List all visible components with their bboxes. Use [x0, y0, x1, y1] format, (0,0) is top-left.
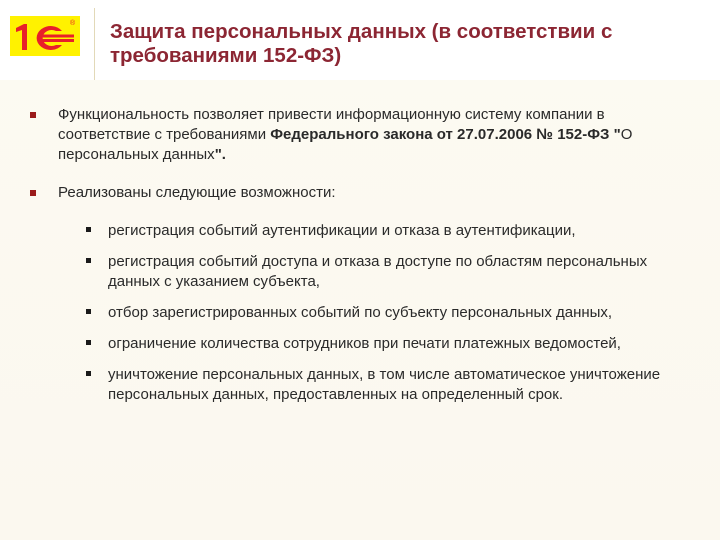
header — [0, 0, 720, 80]
square-bullet-icon — [86, 303, 108, 314]
list-item-text: отбор зарегистрированных событий по субъекту персональных данных, — [108, 304, 613, 321]
list-item — [86, 303, 690, 323]
bullet-marker — [30, 105, 58, 118]
list-item — [86, 221, 690, 241]
content — [30, 105, 690, 416]
list-item-text: регистрация событий аутентификации и отказа в аутентификации, — [108, 222, 576, 239]
bullet-marker — [30, 183, 58, 196]
capabilities-heading: Реализованы следующие возможности: — [58, 184, 336, 201]
list-item-text: уничтожение персональных данных, в том числе автоматическое уничтожение персональных данных, предоставленных на определенный срок. — [108, 366, 661, 403]
1c-logo-icon — [10, 16, 80, 56]
bullet-item — [30, 183, 690, 203]
page-title: Защита персональных данных (в соответствии с требованиями 152-ФЗ) — [110, 20, 613, 67]
1c-logo — [10, 16, 80, 56]
square-bullet-icon — [86, 221, 108, 232]
bullet-text — [58, 105, 690, 165]
square-bullet-icon — [86, 252, 108, 263]
registered-mark: ® — [70, 20, 76, 27]
list-item — [86, 252, 690, 292]
bullet-text-part: Функциональность позволяет привести информационную систему компании в соответствие с требованиями — [58, 106, 605, 143]
list-item-text: ограничение количества сотрудников при печати платежных ведомостей, — [108, 335, 621, 352]
bullet-item — [30, 105, 690, 165]
list-item-text: регистрация событий доступа и отказа в доступе по областям персональных данных с указанием субъекта, — [108, 253, 648, 290]
square-bullet-icon — [86, 365, 108, 376]
law-closing: ". — [214, 146, 226, 163]
bullet-text — [58, 183, 690, 203]
header-divider — [94, 8, 95, 80]
list-item — [86, 365, 690, 405]
law-reference: Федерального закона от 27.07.2006 № 152-ФЗ " — [270, 126, 621, 143]
capabilities-list — [30, 221, 690, 405]
list-item — [86, 334, 690, 354]
square-bullet-icon — [86, 334, 108, 345]
law-name: О персональных данных — [58, 126, 633, 163]
